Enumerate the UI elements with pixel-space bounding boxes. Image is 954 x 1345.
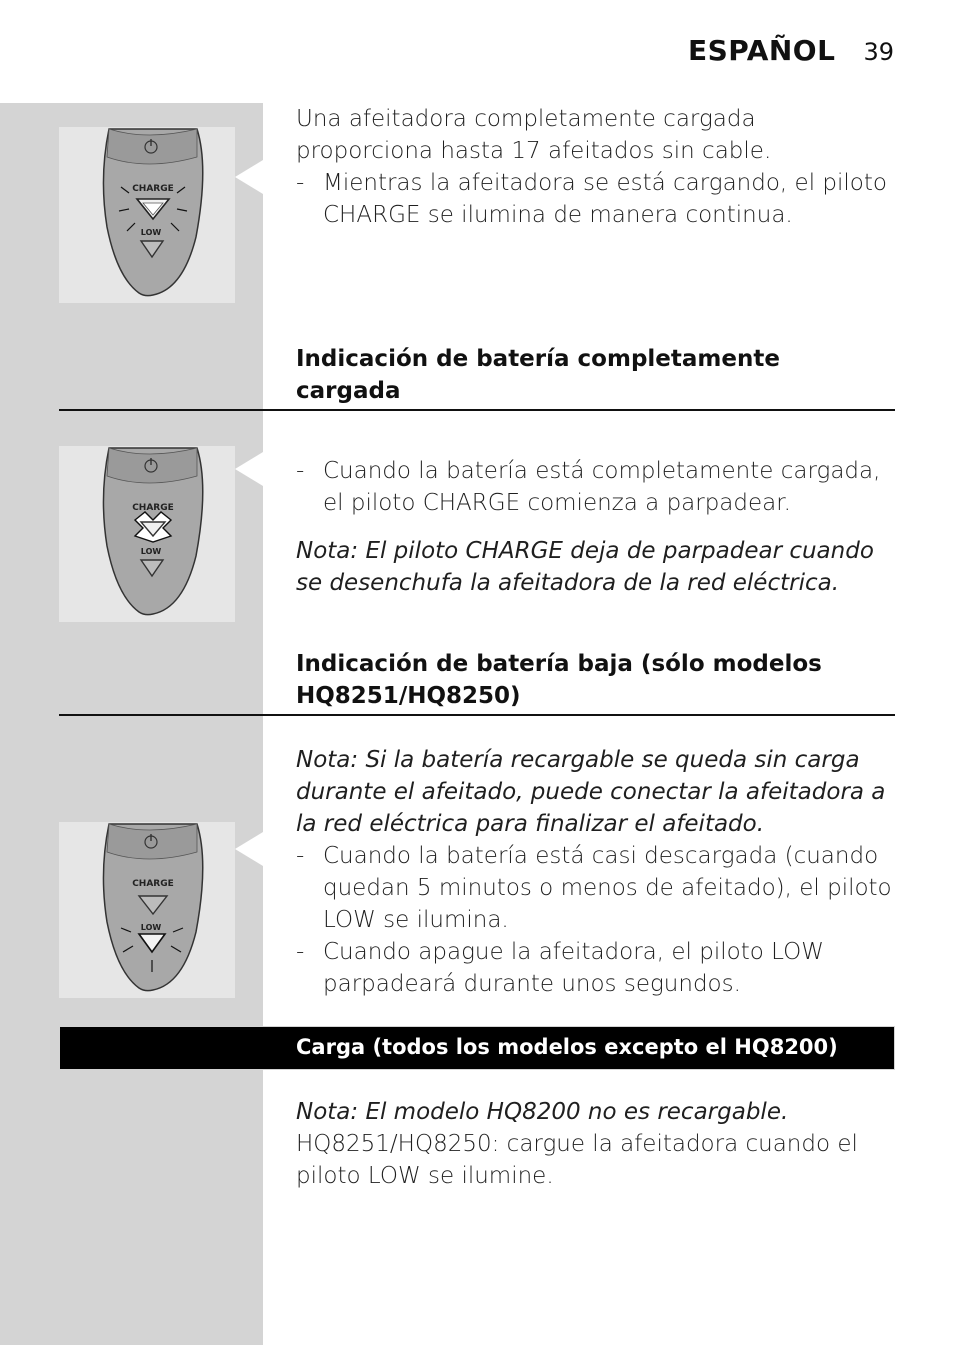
section-divider	[59, 714, 895, 716]
body-paragraph: HQ8251/HQ8250: cargue la afeitadora cuando el piloto LOW se ilumine.	[296, 1131, 858, 1189]
note-paragraph: Nota: El piloto CHARGE deja de parpadear cuando se desenchufa la afeitadora de la red eléctrica.	[296, 538, 874, 596]
shaver-display-charge-blinking-icon	[59, 446, 235, 622]
figure-low-lit	[59, 822, 235, 998]
list-item: - Cuando apague la afeitadora, el piloto LOW parpadeará durante unos segundos.	[296, 936, 896, 1000]
section-full-battery	[296, 455, 896, 599]
list-item: - Cuando la batería está casi descargada (cuando quedan 5 minutos o menos de afeitado), el piloto LOW se ilumina.	[296, 840, 896, 936]
list-item-text: Cuando la batería está completamente cargada, el piloto CHARGE comienza a parpadear.	[323, 458, 881, 516]
heading-low-battery: Indicación de batería baja (sólo modelos HQ8251/HQ8250)	[296, 651, 822, 709]
section-low-battery	[296, 744, 896, 1000]
svg-text:LOW: LOW	[140, 923, 162, 932]
heading-full-battery: Indicación de batería completamente cargada	[296, 346, 780, 404]
language-label: ESPAÑOL	[687, 34, 836, 67]
list-item-text: Cuando apague la afeitadora, el piloto LOW parpadeará durante unos segundos.	[323, 939, 824, 997]
list-item: - Mientras la afeitadora se está cargando, el piloto CHARGE se ilumina de manera continua.	[296, 167, 896, 231]
shaver-display-charge-lit-icon	[59, 127, 235, 303]
heading-charging-bar	[59, 1026, 895, 1070]
note-paragraph: Nota: El modelo HQ8200 no es recargable.	[296, 1099, 789, 1125]
section-battery-charging	[296, 103, 896, 231]
figure-pointer-icon	[235, 160, 263, 194]
page-number: 39	[863, 38, 894, 66]
svg-text:CHARGE: CHARGE	[132, 503, 174, 513]
list-item-text: Cuando la batería está casi descargada (cuando quedan 5 minutos o menos de afeitado), el piloto LOW se ilumina.	[323, 843, 892, 933]
figure-charge-blinking	[59, 446, 235, 622]
section-divider	[59, 409, 895, 411]
section-charging	[296, 1096, 896, 1192]
intro-paragraph: Una afeitadora completamente cargada proporciona hasta 17 afeitados sin cable.	[296, 106, 772, 164]
shaver-display-low-lit-icon	[59, 822, 235, 998]
svg-text:CHARGE: CHARGE	[132, 879, 174, 889]
svg-text:LOW: LOW	[140, 228, 162, 237]
list-item: - Cuando la batería está completamente cargada, el piloto CHARGE comienza a parpadear.	[296, 455, 896, 519]
svg-text:LOW: LOW	[140, 547, 162, 556]
figure-charge-lit	[59, 127, 235, 303]
list-item-text: Mientras la afeitadora se está cargando, el piloto CHARGE se ilumina de manera continua.	[323, 170, 887, 228]
figure-pointer-icon	[235, 452, 263, 486]
heading-charging: Carga (todos los modelos excepto el HQ8200)	[296, 1035, 838, 1059]
page-header	[688, 34, 894, 67]
note-paragraph: Nota: Si la batería recargable se queda sin carga durante el afeitado, puede conectar la afeitadora a la red eléctrica para finalizar el afeitado.	[296, 747, 886, 837]
svg-text:CHARGE: CHARGE	[132, 184, 174, 194]
figure-pointer-icon	[235, 832, 263, 866]
